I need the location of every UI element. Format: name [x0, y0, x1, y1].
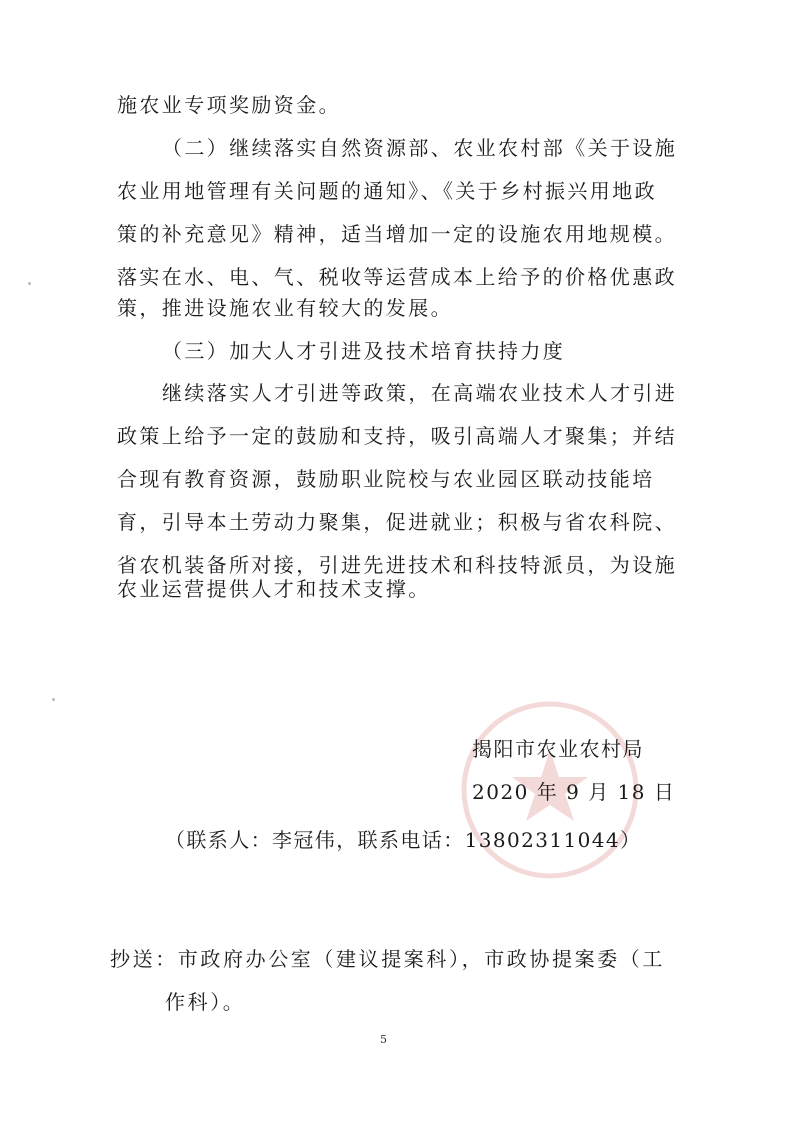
- contact-info: （联系人：李冠伟，联系电话：13802311044）: [165, 828, 642, 852]
- cc-line-2: 作科）。: [165, 990, 246, 1014]
- section-heading-3: （三）加大人才引进及技术培育扶持力度: [162, 339, 566, 363]
- body-line-11: 育，引导本土劳动力聚集，促进就业；积极与省农科院、: [117, 510, 677, 534]
- body-line-9: 政策上给予一定的鼓励和支持，吸引高端人才聚集；并结: [117, 424, 677, 448]
- body-line-13: 农业运营提供人才和技术支撑。: [117, 577, 431, 601]
- cc-line-1: 抄送：市政府办公室（建议提案科），市政协提案委（工: [110, 947, 665, 971]
- body-line-2: （二）继续落实自然资源部、农业农村部《关于设施: [162, 136, 678, 160]
- scan-speck: [52, 698, 55, 701]
- body-line-5: 落实在水、电、气、税收等运营成本上给予的价格优惠政: [117, 265, 677, 289]
- body-line-8: 继续落实人才引进等政策，在高端农业技术人才引进: [162, 381, 678, 405]
- signature-org: 揭阳市农业农村局: [472, 737, 644, 761]
- page-number: 5: [380, 1033, 387, 1046]
- body-line-3: 农业用地管理有关问题的通知》、《关于乡村振兴用地政: [117, 179, 657, 203]
- body-line-12: 省农机装备所对接，引进先进技术和科技特派员，为设施: [117, 553, 677, 577]
- body-line-4: 策的补充意见》精神，适当增加一定的设施农用地规模。: [117, 222, 677, 246]
- body-line-6: 策，推进设施农业有较大的发展。: [117, 296, 453, 320]
- body-line-10: 合现有教育资源，鼓励职业院校与农业园区联动技能培: [117, 467, 655, 491]
- body-line-1: 施农业专项奖励资金。: [117, 93, 341, 117]
- scan-speck: [28, 282, 31, 285]
- signature-date: 2020 年 9 月 18 日: [472, 780, 676, 804]
